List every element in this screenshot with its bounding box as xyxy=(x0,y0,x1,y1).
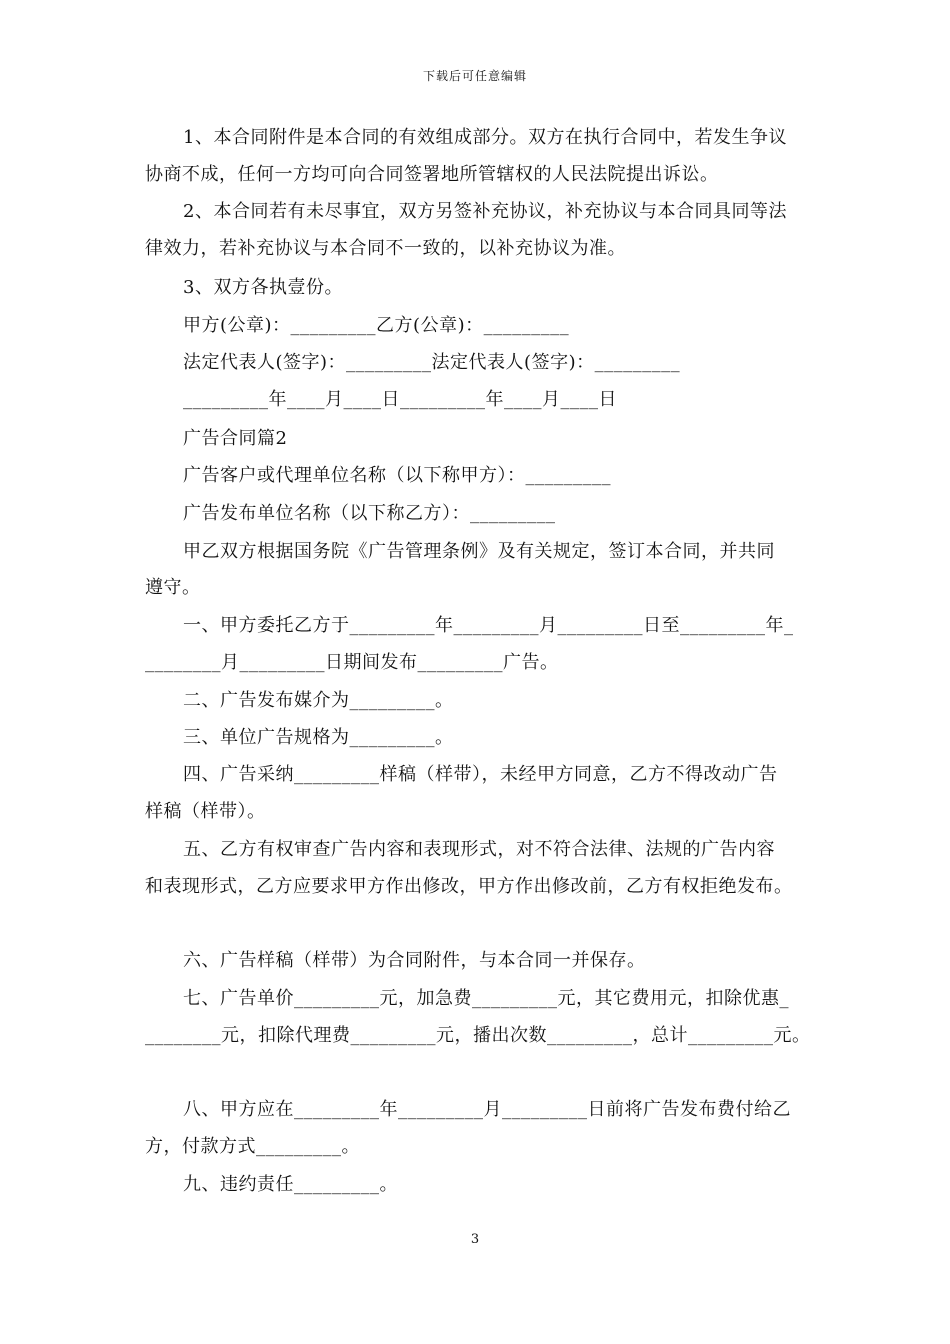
party-b-name-line: 广告发布单位名称（以下称乙方）：_________ xyxy=(183,503,556,524)
section-title: 广告合同篇2 xyxy=(183,428,288,449)
article-1-line-1: 一、甲方委托乙方于_________年_________月_________日至_________年_ xyxy=(183,615,794,636)
article-6: 六、广告样稿（样带）为合同附件，与本合同一并保存。 xyxy=(183,950,646,971)
article-1-line-2: ________月_________日期间发布_________广告。 xyxy=(145,652,559,673)
date-line: _________年____月____日_________年____月____日 xyxy=(183,389,617,410)
clause-1-line-2: 协商不成，任何一方均可向合同签署地所管辖权的人民法院提出诉讼。 xyxy=(145,164,719,185)
article-4-line-1: 四、广告采纳_________样稿（样带），未经甲方同意，乙方不得改动广告 xyxy=(183,764,778,785)
clause-2-line-1: 2、本合同若有未尽事宜，双方另签补充协议，补充协议与本合同具同等法 xyxy=(183,201,787,222)
preamble-line-2: 遵守。 xyxy=(145,577,201,598)
article-4-line-2: 样稿（样带）。 xyxy=(145,801,266,822)
article-5-line-1: 五、乙方有权审查广告内容和表现形式，对不符合法律、法规的广告内容 xyxy=(183,839,775,860)
preamble-line-1: 甲乙双方根据国务院《广告管理条例》及有关规定，签订本合同，并共同 xyxy=(183,541,775,562)
party-a-name-line: 广告客户或代理单位名称（以下称甲方）：_________ xyxy=(183,465,611,486)
article-2: 二、广告发布媒介为_________。 xyxy=(183,690,454,711)
party-seal-line: 甲方(公章)：_________乙方(公章)：_________ xyxy=(183,315,570,336)
page-header: 下载后可任意编辑 xyxy=(422,69,527,83)
article-9: 九、违约责任_________。 xyxy=(183,1174,398,1195)
article-7-line-2: ________元，扣除代理费_________元，播出次数_________，总计_________元。 xyxy=(145,1025,811,1046)
legal-rep-signature-line: 法定代表人(签字)：_________法定代表人(签字)：_________ xyxy=(183,352,681,373)
article-3: 三、单位广告规格为_________。 xyxy=(183,727,454,748)
page-number: 3 xyxy=(470,1232,480,1247)
article-5-line-2: 和表现形式，乙方应要求甲方作出修改，甲方作出修改前，乙方有权拒绝发布。 xyxy=(145,876,793,897)
clause-2-line-2: 律效力，若补充协议与本合同不一致的，以补充协议为准。 xyxy=(145,238,626,259)
article-8-line-1: 八、甲方应在_________年_________月_________日前将广告发布费付给乙 xyxy=(183,1099,791,1120)
clause-3: 3、双方各执壹份。 xyxy=(183,277,343,298)
article-7-line-1: 七、广告单价_________元，加急费_________元，其它费用元，扣除优惠_ xyxy=(183,988,789,1009)
clause-1-line-1: 1、本合同附件是本合同的有效组成部分。双方在执行合同中，若发生争议 xyxy=(183,127,787,148)
article-8-line-2: 方，付款方式_________。 xyxy=(145,1136,360,1157)
